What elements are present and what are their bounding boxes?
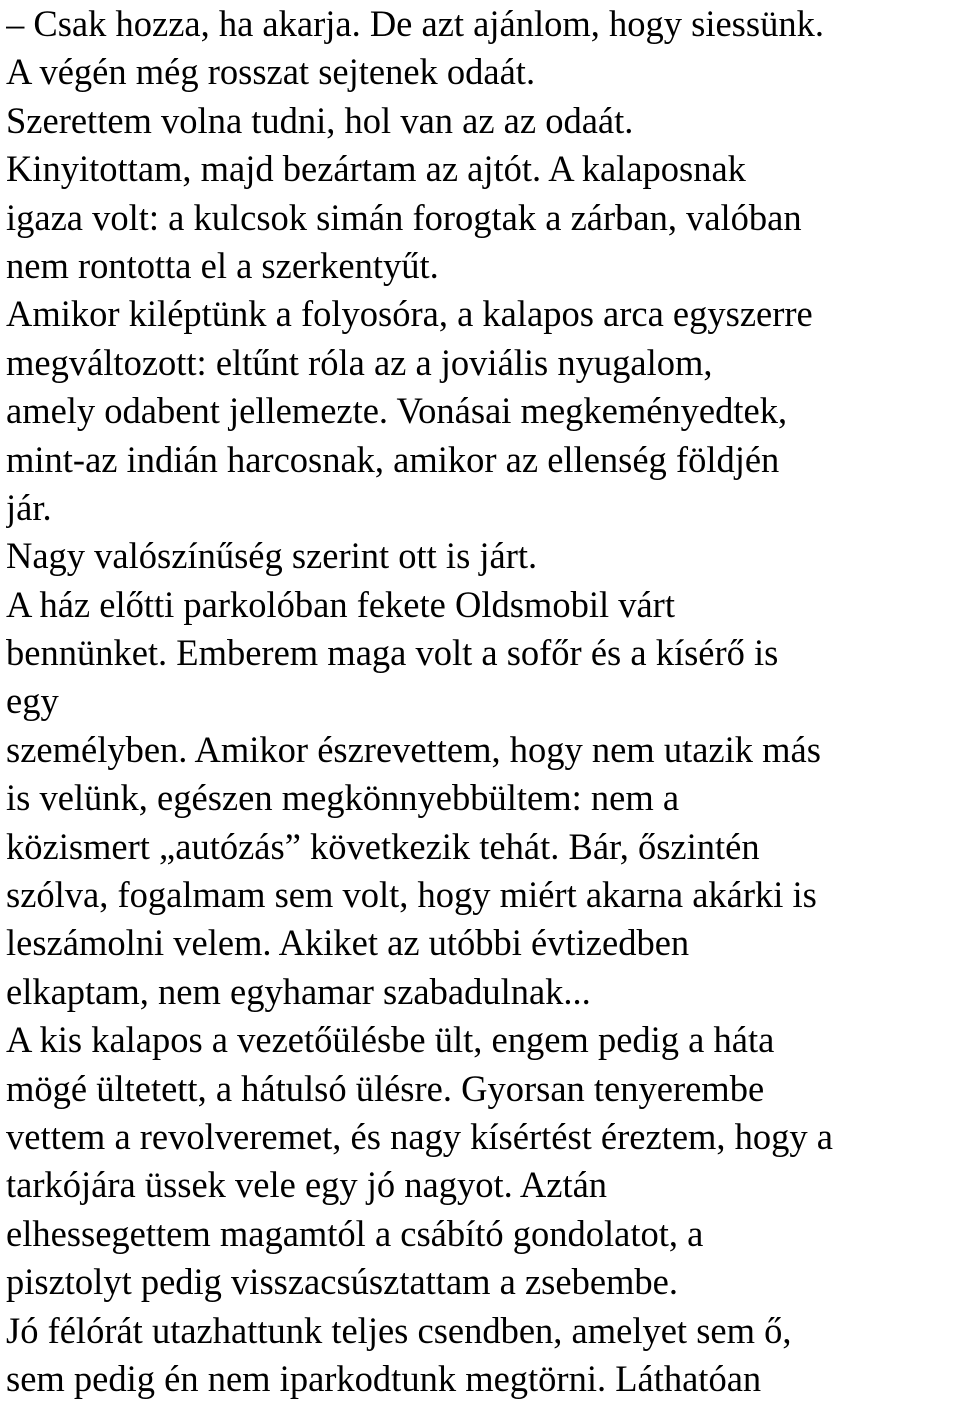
document-page	[6, 0, 960, 1402]
text-line: mögé ültetett, a hátulsó ülésre. Gyorsan tenyerembe	[6, 1067, 765, 1109]
text-line: leszámolni velem. Akiket az utóbbi évtizedben	[6, 922, 690, 964]
text-line: elhessegettem magamtól a csábító gondolatot, a	[6, 1212, 704, 1254]
text-line: nem rontotta el a szerkentyűt.	[6, 244, 439, 286]
text-line: megváltozott: eltűnt róla az a joviális nyugalom,	[6, 341, 713, 383]
text-line: Kinyitottam, majd bezártam az ajtót. A kalaposnak	[6, 148, 746, 190]
text-line: vettem a revolveremet, és nagy kísértést éreztem, hogy a	[6, 1115, 833, 1157]
text-line: igaza volt: a kulcsok simán forogtak a zárban, valóban	[6, 196, 802, 238]
text-line: mint-az indián harcosnak, amikor az ellenség földjén	[6, 438, 780, 480]
text-line: A kis kalapos a vezetőülésbe ült, engem pedig a háta	[6, 1019, 775, 1061]
text-line: jár.	[6, 486, 52, 528]
text-line: Amikor kiléptünk a folyosóra, a kalapos arca egyszerre	[6, 293, 813, 335]
text-line: sem pedig én nem iparkodtunk megtörni. Láthatóan	[6, 1357, 762, 1399]
text-line: Jó félórát utazhattunk teljes csendben, amelyet sem ő,	[6, 1309, 792, 1351]
text-line: személyben. Amikor észrevettem, hogy nem utazik más	[6, 728, 821, 770]
text-line: Szerettem volna tudni, hol van az az odaát.	[6, 99, 634, 141]
text-line: A végén még rosszat sejtenek odaát.	[6, 51, 536, 93]
text-line: pisztolyt pedig visszacsúsztattam a zsebembe.	[6, 1261, 679, 1303]
text-line: A ház előtti parkolóban fekete Oldsmobil várt	[6, 583, 675, 625]
text-line: amely odabent jellemezte. Vonásai megkeményedtek,	[6, 390, 788, 432]
text-line: – Csak hozza, ha akarja. De azt ajánlom, hogy siessünk.	[6, 3, 824, 44]
text-line: tarkójára üssek vele egy jó nagyot. Aztán	[6, 1164, 608, 1206]
text-line: Nagy valószínűség szerint ott is járt.	[6, 535, 538, 577]
text-line: szólva, fogalmam sem volt, hogy miért akarna akárki is	[6, 874, 817, 916]
text-line: egy	[6, 680, 59, 722]
text-line: is velünk, egészen megkönnyebbültem: nem a	[6, 777, 680, 819]
text-line: bennünket. Emberem maga volt a sofőr és a kísérő is	[6, 632, 779, 674]
text-line: elkaptam, nem egyhamar szabadulnak...	[6, 970, 591, 1012]
text-line: közismert „autózás” következik tehát. Bár, őszintén	[6, 825, 760, 867]
